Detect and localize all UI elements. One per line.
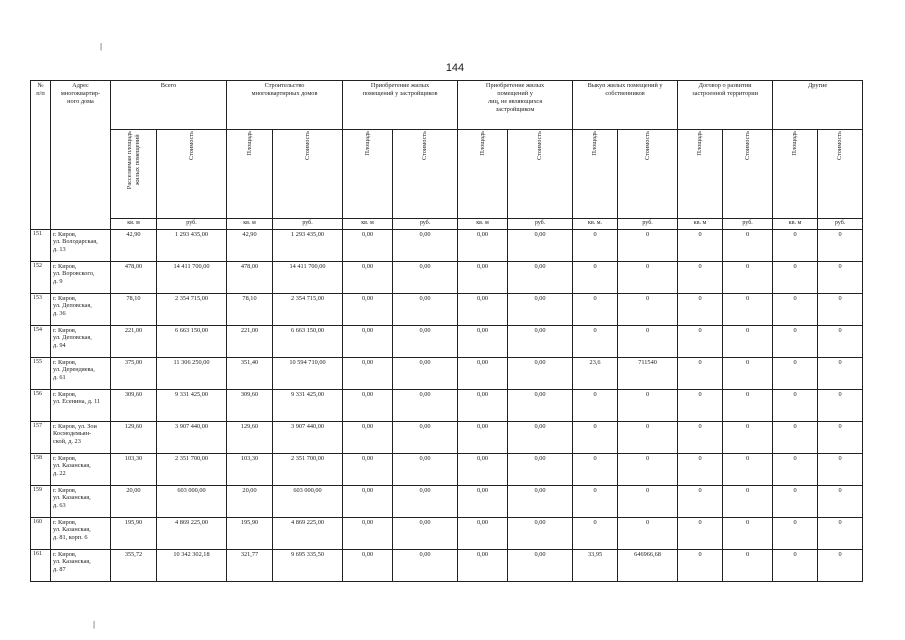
- table-cell: 103,30: [111, 453, 157, 485]
- table-row: [31, 325, 863, 357]
- subheader-cell: [773, 130, 818, 219]
- table-cell: 0: [678, 293, 723, 325]
- table-cell: 2 354 715,00: [157, 293, 227, 325]
- column-number-header: № п/п: [31, 81, 51, 230]
- table-cell: 0: [573, 485, 618, 517]
- table-cell: 6 663 150,00: [273, 325, 343, 357]
- row-number: 161: [31, 549, 51, 581]
- table-cell: 0: [678, 549, 723, 581]
- subheader-cell: [508, 130, 573, 219]
- subheader-label: Площадь: [696, 131, 704, 156]
- subheader-cell: [273, 130, 343, 219]
- table-cell: 0,00: [508, 485, 573, 517]
- page-number: 144: [445, 62, 465, 74]
- table-cell: 0,00: [343, 357, 393, 389]
- table-cell: 0: [723, 293, 773, 325]
- subheader-cell: [618, 130, 678, 219]
- group-header-buyout: Выкуп жилых помещений у собственников: [573, 81, 678, 130]
- table-cell: 0: [818, 261, 863, 293]
- table-cell: 0,00: [508, 357, 573, 389]
- subheader-cell: [573, 130, 618, 219]
- table-cell: 0,00: [343, 261, 393, 293]
- subheader-label: Стоимость: [643, 131, 651, 161]
- table-cell: 309,60: [227, 389, 273, 421]
- subheader-cell: [723, 130, 773, 219]
- table-cell: 0,00: [508, 261, 573, 293]
- table-cell: 0: [573, 229, 618, 261]
- table-cell: 9 695 335,50: [273, 549, 343, 581]
- table-cell: 0,00: [343, 389, 393, 421]
- table-cell: 0,00: [393, 549, 458, 581]
- table-cell: 0,00: [343, 517, 393, 549]
- table-cell: 0: [818, 453, 863, 485]
- table-cell: 0: [723, 421, 773, 453]
- subheader-label: Стоимость: [187, 131, 195, 161]
- row-number: 156: [31, 389, 51, 421]
- table-cell: 0,00: [343, 421, 393, 453]
- table-cell: 9 331 425,00: [157, 389, 227, 421]
- group-header-total: Всего: [111, 81, 227, 130]
- group-header-purchase-non-developers: Приобретение жилых помещений у лиц, не являющихся застройщиком: [458, 81, 573, 130]
- table-cell: 0: [723, 229, 773, 261]
- table-cell: 20,00: [111, 485, 157, 517]
- table-cell: 0: [818, 421, 863, 453]
- table-cell: 0: [818, 293, 863, 325]
- subheader-label: Стоимость: [303, 131, 311, 161]
- subheader-label: Стоимость: [836, 131, 844, 161]
- group-header-other: Другие: [773, 81, 863, 130]
- row-number: 160: [31, 517, 51, 549]
- row-address: г. Киров, ул. Воровского, д. 9: [51, 261, 111, 293]
- table-row: [31, 357, 863, 389]
- table-cell: 0: [618, 421, 678, 453]
- table-cell: 0,00: [508, 325, 573, 357]
- table-cell: 375,00: [111, 357, 157, 389]
- table-cell: 0,00: [458, 229, 508, 261]
- table-cell: 0: [723, 453, 773, 485]
- table-cell: 0: [618, 389, 678, 421]
- scan-mark: |: [93, 620, 96, 629]
- table-cell: 0: [818, 485, 863, 517]
- table-cell: 1 293 435,00: [273, 229, 343, 261]
- table-cell: 711540: [618, 357, 678, 389]
- table-cell: 0,00: [343, 293, 393, 325]
- subheader-cell: [458, 130, 508, 219]
- table-cell: 0: [773, 549, 818, 581]
- table-row: [31, 389, 863, 421]
- table-cell: 0,00: [393, 325, 458, 357]
- table-cell: 0,00: [458, 421, 508, 453]
- table-cell: 0: [723, 261, 773, 293]
- table-cell: 78,10: [227, 293, 273, 325]
- table-cell: 0,00: [393, 517, 458, 549]
- table-cell: 351,40: [227, 357, 273, 389]
- group-header-development-agreement: Договор о развитии застроенной территории: [678, 81, 773, 130]
- row-number: 151: [31, 229, 51, 261]
- table-cell: 0: [773, 453, 818, 485]
- subheader-label: Стоимость: [536, 131, 544, 161]
- table-row: [31, 485, 863, 517]
- table-cell: 23,6: [573, 357, 618, 389]
- table-cell: 0,00: [343, 453, 393, 485]
- table-cell: 2 351 700,00: [273, 453, 343, 485]
- unit-cell: кв. м: [111, 219, 157, 230]
- table-cell: 14 411 700,00: [157, 261, 227, 293]
- table-cell: 4 869 225,00: [157, 517, 227, 549]
- table-cell: 0: [678, 325, 723, 357]
- subheader-cell: [678, 130, 723, 219]
- subheader-label: Площадь: [791, 131, 799, 156]
- table-cell: 0: [723, 325, 773, 357]
- row-address: г. Киров, ул. Казанская, д. 87: [51, 549, 111, 581]
- table-cell: 0,00: [393, 389, 458, 421]
- table-cell: 0: [773, 517, 818, 549]
- unit-cell: кв. м: [773, 219, 818, 230]
- table-cell: 221,00: [227, 325, 273, 357]
- subheader-label: Расселяемая площадь жилых помещений: [125, 131, 141, 190]
- table-cell: 103,30: [227, 453, 273, 485]
- row-address: г. Киров, ул. Деповская, д. 94: [51, 325, 111, 357]
- scan-mark: |: [100, 42, 103, 51]
- table-cell: 0: [678, 421, 723, 453]
- table-cell: 0: [678, 357, 723, 389]
- unit-cell: руб.: [393, 219, 458, 230]
- table-cell: 0,00: [393, 293, 458, 325]
- subheader-cell: [818, 130, 863, 219]
- table-cell: 0: [618, 325, 678, 357]
- subheader-cell: [343, 130, 393, 219]
- table-cell: 0,00: [508, 229, 573, 261]
- table-cell: 0: [773, 357, 818, 389]
- housing-resettlement-table: [30, 80, 863, 582]
- table-cell: 0,00: [393, 261, 458, 293]
- table-cell: 0,00: [343, 485, 393, 517]
- table-cell: 0,00: [393, 229, 458, 261]
- table-cell: 0,00: [458, 549, 508, 581]
- table-cell: 0,00: [393, 421, 458, 453]
- table-cell: 195,90: [227, 517, 273, 549]
- row-address: г. Киров, ул. Есенина, д. 11: [51, 389, 111, 421]
- table-cell: 0: [773, 485, 818, 517]
- row-number: 154: [31, 325, 51, 357]
- column-address-header: Адрес многоквартир- ного дома: [51, 81, 111, 230]
- table-cell: 2 351 700,00: [157, 453, 227, 485]
- table-cell: 0: [573, 293, 618, 325]
- table-cell: 0: [773, 325, 818, 357]
- row-address: г. Киров, ул. Казанская, д. 63: [51, 485, 111, 517]
- table-cell: 0: [723, 549, 773, 581]
- unit-cell: кв. м: [227, 219, 273, 230]
- unit-cell: руб.: [273, 219, 343, 230]
- table-cell: 0,00: [458, 517, 508, 549]
- table-cell: 195,90: [111, 517, 157, 549]
- row-number: 157: [31, 421, 51, 453]
- subheader-cell: [111, 130, 157, 219]
- row-number: 158: [31, 453, 51, 485]
- table-cell: 3 907 440,00: [273, 421, 343, 453]
- unit-cell: кв. м: [458, 219, 508, 230]
- row-address: г. Киров, ул. Зои Космодемьян- ской, д. 23: [51, 421, 111, 453]
- table-cell: 0: [773, 389, 818, 421]
- unit-cell: кв. м: [343, 219, 393, 230]
- table-cell: 0: [618, 293, 678, 325]
- table-cell: 0: [773, 229, 818, 261]
- table-cell: 10 342 302,18: [157, 549, 227, 581]
- table-cell: 0: [773, 293, 818, 325]
- subheader-cell: [227, 130, 273, 219]
- table-cell: 0,00: [458, 357, 508, 389]
- subheader-label: Стоимость: [421, 131, 429, 161]
- subheader-label: Стоимость: [743, 131, 751, 161]
- table-cell: 0: [818, 517, 863, 549]
- table-cell: 0: [678, 485, 723, 517]
- table-cell: 10 594 710,00: [273, 357, 343, 389]
- table-cell: 2 354 715,00: [273, 293, 343, 325]
- table-cell: 42,90: [111, 229, 157, 261]
- table-row: [31, 421, 863, 453]
- table-cell: 0: [723, 517, 773, 549]
- table-cell: 478,00: [227, 261, 273, 293]
- unit-cell: руб.: [618, 219, 678, 230]
- table-cell: 20,00: [227, 485, 273, 517]
- subheader-label: Площадь: [591, 131, 599, 156]
- row-number: 155: [31, 357, 51, 389]
- table-row: [31, 517, 863, 549]
- table-cell: 0: [723, 485, 773, 517]
- subheader-label: Площадь: [363, 131, 371, 156]
- row-number: 153: [31, 293, 51, 325]
- table-cell: 0: [573, 261, 618, 293]
- table-cell: 0,00: [458, 293, 508, 325]
- table-cell: 0,00: [458, 453, 508, 485]
- unit-cell: кв. м: [678, 219, 723, 230]
- table-cell: 0,00: [393, 357, 458, 389]
- table-cell: 0,00: [508, 453, 573, 485]
- table-cell: 0,00: [458, 485, 508, 517]
- row-address: г. Киров, ул. Казанская, д. 81, корп. 6: [51, 517, 111, 549]
- subheader-cell: [393, 130, 458, 219]
- table-cell: 321,77: [227, 549, 273, 581]
- table-cell: 0: [773, 421, 818, 453]
- table-cell: 0: [618, 261, 678, 293]
- table-cell: 0: [818, 357, 863, 389]
- table-cell: 0: [818, 325, 863, 357]
- table-cell: 0,00: [343, 229, 393, 261]
- table-cell: 0: [573, 325, 618, 357]
- table-cell: 33,95: [573, 549, 618, 581]
- table-cell: 0: [818, 389, 863, 421]
- table-cell: 355,72: [111, 549, 157, 581]
- table-row: [31, 293, 863, 325]
- group-header-purchase-developers: Приобретение жилых помещений у застройщиков: [343, 81, 458, 130]
- table-cell: 0,00: [508, 389, 573, 421]
- row-address: г. Киров, ул. Казанская, д. 22: [51, 453, 111, 485]
- table-cell: 646966,68: [618, 549, 678, 581]
- table-cell: 1 293 435,00: [157, 229, 227, 261]
- unit-cell: руб.: [508, 219, 573, 230]
- table-cell: 14 411 700,00: [273, 261, 343, 293]
- table-cell: 9 331 425,00: [273, 389, 343, 421]
- unit-cell: руб.: [723, 219, 773, 230]
- table-row: [31, 229, 863, 261]
- table-row: [31, 453, 863, 485]
- table-cell: 478,00: [111, 261, 157, 293]
- row-number: 159: [31, 485, 51, 517]
- table-cell: 78,10: [111, 293, 157, 325]
- table-cell: 0,00: [458, 261, 508, 293]
- table-cell: 129,60: [227, 421, 273, 453]
- row-address: г. Киров, ул. Дерендяева, д. 61: [51, 357, 111, 389]
- table-cell: 0: [618, 453, 678, 485]
- group-header-construction: Строительство многоквартирных домов: [227, 81, 343, 130]
- table-cell: 0,00: [393, 453, 458, 485]
- table-cell: 0: [723, 357, 773, 389]
- table-cell: 0: [573, 517, 618, 549]
- unit-cell: кв. м.: [573, 219, 618, 230]
- table-cell: 0: [678, 389, 723, 421]
- table-row: [31, 261, 863, 293]
- table-cell: 42,90: [227, 229, 273, 261]
- table-cell: 3 907 440,00: [157, 421, 227, 453]
- table-cell: 0: [678, 261, 723, 293]
- table-cell: 0,00: [508, 421, 573, 453]
- table-cell: 6 663 150,00: [157, 325, 227, 357]
- table-cell: 0,00: [393, 485, 458, 517]
- table-cell: 4 869 225,00: [273, 517, 343, 549]
- table-cell: 0,00: [508, 517, 573, 549]
- table-cell: 0: [818, 229, 863, 261]
- table-cell: 0,00: [458, 325, 508, 357]
- table-cell: 603 000,00: [157, 485, 227, 517]
- subheader-label: Площадь: [245, 131, 253, 156]
- unit-cell: руб.: [818, 219, 863, 230]
- row-address: г. Киров, ул. Володарская, д. 13: [51, 229, 111, 261]
- row-address: г. Киров, ул. Деповская, д. 36: [51, 293, 111, 325]
- table-cell: 0,00: [508, 293, 573, 325]
- table-cell: 603 000,00: [273, 485, 343, 517]
- table-cell: 0: [618, 517, 678, 549]
- table-cell: 0,00: [343, 325, 393, 357]
- table-cell: 221,00: [111, 325, 157, 357]
- table-cell: 0: [723, 389, 773, 421]
- table-cell: 0: [573, 453, 618, 485]
- unit-cell: руб.: [157, 219, 227, 230]
- table-cell: 309,60: [111, 389, 157, 421]
- subheader-label: Площадь: [478, 131, 486, 156]
- row-number: 152: [31, 261, 51, 293]
- table-cell: 0,00: [343, 549, 393, 581]
- table-cell: 11 306 250,00: [157, 357, 227, 389]
- table-cell: 0: [618, 229, 678, 261]
- table-cell: 0,00: [508, 549, 573, 581]
- table-cell: 0: [773, 261, 818, 293]
- table-cell: 0: [678, 453, 723, 485]
- table-cell: 0: [818, 549, 863, 581]
- subheader-cell: [157, 130, 227, 219]
- table-cell: 0: [573, 389, 618, 421]
- table-cell: 0: [618, 485, 678, 517]
- table-cell: 0: [678, 229, 723, 261]
- table-cell: 0,00: [458, 389, 508, 421]
- table-row: [31, 549, 863, 581]
- table-cell: 129,60: [111, 421, 157, 453]
- table-cell: 0: [678, 517, 723, 549]
- table-cell: 0: [573, 421, 618, 453]
